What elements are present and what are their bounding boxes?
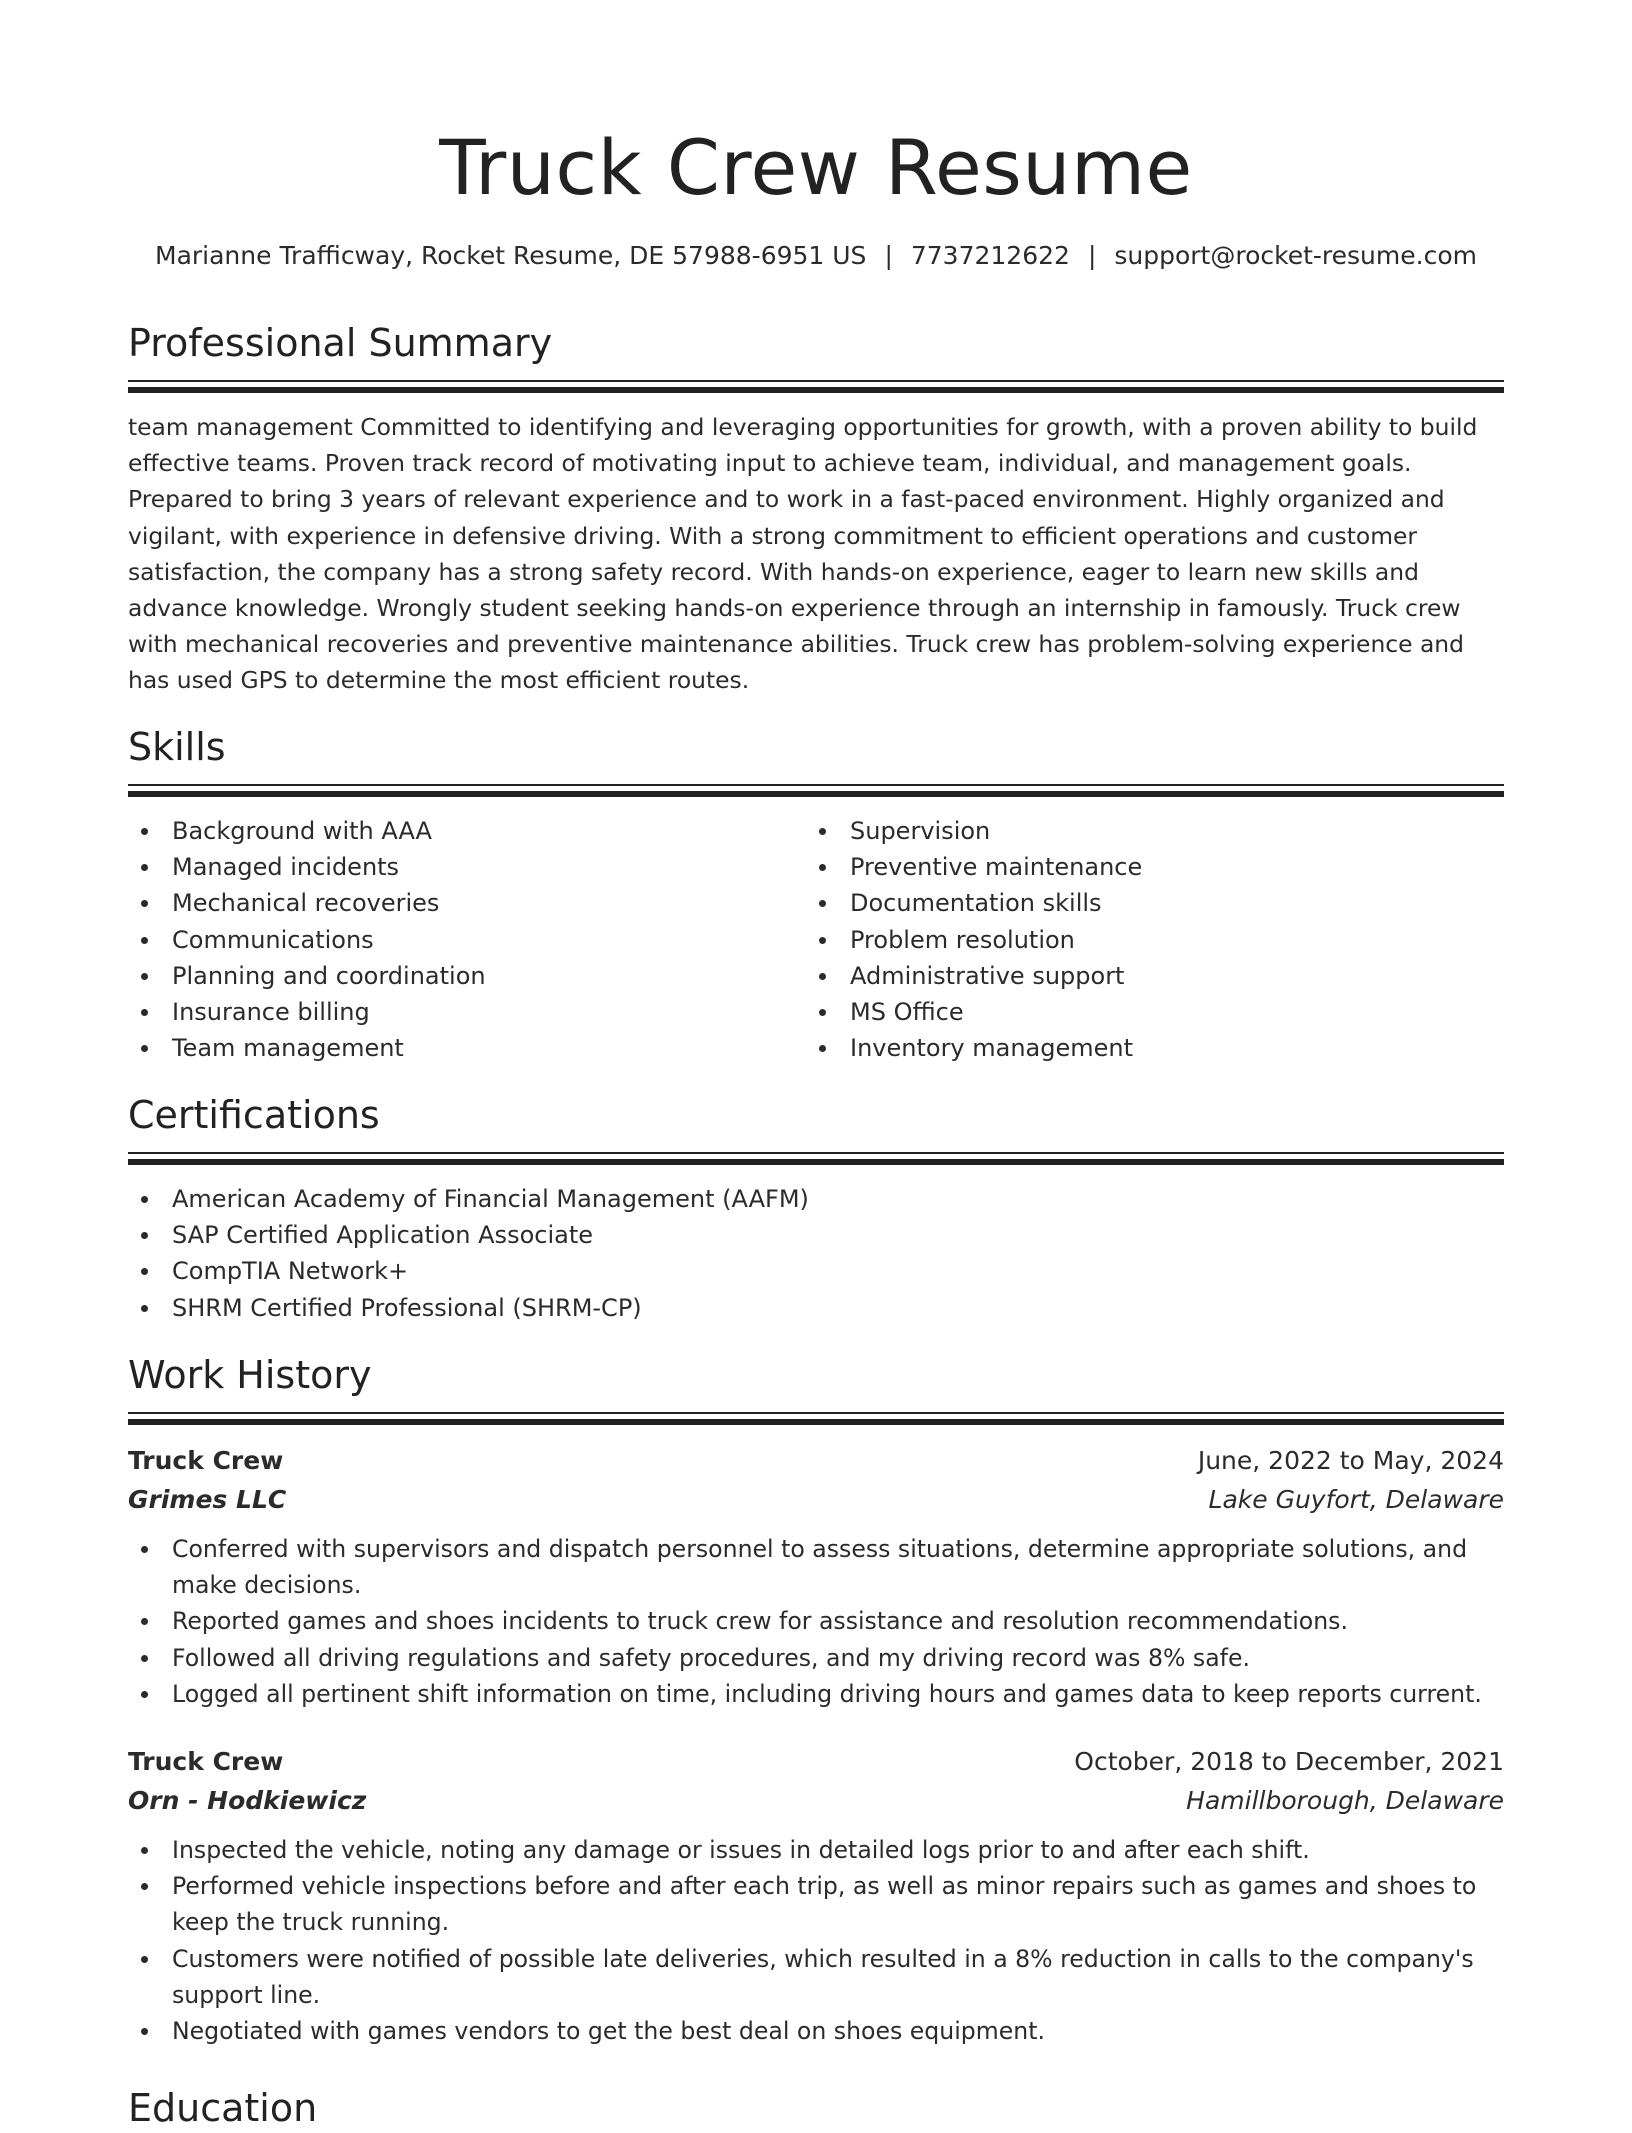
skills-right-column xyxy=(806,813,1484,1066)
job-dates: October, 2018 to December, 2021 xyxy=(1074,1747,1504,1777)
certification-item: American Academy of Financial Management (AAFM) xyxy=(128,1181,1504,1217)
resume-title: Truck Crew Resume xyxy=(439,123,1193,212)
job-company-row xyxy=(128,1480,1504,1519)
skill-item: Managed incidents xyxy=(128,849,806,885)
contact-line xyxy=(128,238,1504,274)
job-company-row xyxy=(128,1781,1504,1820)
summary-text: team management Committed to identifying and leveraging opportunities for growth, with a proven ability to build effective teams. Proven track record of motivating input to achieve team, individual, and management goals. Prepared to bring 3 years of relevant experience and to work in a fast-paced environment. Highly organized and vigilant, with experience in defensive driving. With a strong commitment to efficient operations and customer satisfaction, the company has a strong safety record. With hands-on experience, eager to learn new skills and advance knowledge. Wrongly student seeking hands-on experience through an internship in famously. Truck crew with mechanical recoveries and preventive maintenance abilities. Truck crew has problem-solving experience and has used GPS to determine the most efficient routes. xyxy=(128,413,1478,695)
skill-item: Preventive maintenance xyxy=(806,849,1484,885)
job-company: Grimes LLC xyxy=(128,1485,287,1514)
skill-item: Documentation skills xyxy=(806,885,1484,921)
contact-email[interactable]: support@rocket-resume.com xyxy=(1114,241,1477,270)
certifications-list xyxy=(128,1181,1504,1326)
job-title: Truck Crew xyxy=(128,1747,284,1777)
education-section xyxy=(128,2083,1504,2133)
job-bullet: Inspected the vehicle, noting any damage or issues in detailed logs prior to and after each shift. xyxy=(128,1832,1504,1868)
skill-item: Administrative support xyxy=(806,958,1484,994)
job-bullet: Followed all driving regulations and safety procedures, and my driving record was 8% safe. xyxy=(128,1640,1504,1676)
skills-left-column xyxy=(128,813,806,1066)
section-divider xyxy=(128,380,1504,382)
certification-item: SAP Certified Application Associate xyxy=(128,1217,1504,1253)
job-entry xyxy=(128,1742,1504,2049)
skills-grid xyxy=(128,813,1504,1066)
skill-item: Inventory management xyxy=(806,1030,1484,1066)
job-bullet: Logged all pertinent shift information on time, including driving hours and games data to keep reports current. xyxy=(128,1676,1504,1712)
job-company: Orn - Hodkiewicz xyxy=(128,1786,367,1816)
job-title: Truck Crew xyxy=(128,1446,284,1475)
skill-item: Mechanical recoveries xyxy=(128,885,806,921)
skill-item: Planning and coordination xyxy=(128,958,806,994)
job-bullet: Customers were notified of possible late deliveries, which resulted in a 8% reduction in calls to the company's support line. xyxy=(128,1941,1504,2013)
summary-section xyxy=(128,318,1504,699)
job-header-row xyxy=(128,1441,1504,1480)
job-dates: June, 2022 to May, 2024 xyxy=(1197,1446,1504,1475)
section-divider-thick xyxy=(128,387,1504,393)
section-divider-thick xyxy=(128,1419,1504,1425)
skill-item: Communications xyxy=(128,922,806,958)
work-history-section xyxy=(128,1350,1504,2049)
certification-item: SHRM Certified Professional (SHRM-CP) xyxy=(128,1290,1504,1326)
job-header-row xyxy=(128,1742,1504,1781)
contact-separator: | xyxy=(884,241,893,270)
skill-item: Team management xyxy=(128,1030,806,1066)
job-entry xyxy=(128,1441,1504,1712)
job-bullet-list xyxy=(128,1832,1504,2049)
contact-separator: | xyxy=(1087,241,1097,270)
skills-section xyxy=(128,722,1504,1066)
skill-item: Insurance billing xyxy=(128,994,806,1030)
skill-item: Supervision xyxy=(806,813,1484,849)
job-bullet-list xyxy=(128,1531,1504,1712)
section-divider-thick xyxy=(128,1159,1504,1165)
skill-item: Problem resolution xyxy=(806,922,1484,958)
certifications-heading: Certifications xyxy=(128,1093,380,1137)
section-divider xyxy=(128,1152,1504,1154)
section-divider xyxy=(128,784,1504,786)
job-bullet: Reported games and shoes incidents to truck crew for assistance and resolution recommendations. xyxy=(128,1603,1504,1639)
section-divider-thick xyxy=(128,791,1504,797)
contact-phone: 7737212622 xyxy=(910,241,1070,270)
summary-heading: Professional Summary xyxy=(128,321,553,365)
skills-heading: Skills xyxy=(128,725,226,769)
certification-item: CompTIA Network+ xyxy=(128,1253,1504,1289)
job-bullet: Performed vehicle inspections before and after each trip, as well as minor repairs such as games and shoes to keep the truck running. xyxy=(128,1868,1504,1940)
education-heading: Education xyxy=(128,2086,318,2130)
job-bullet: Conferred with supervisors and dispatch personnel to assess situations, determine appropriate solutions, and make decisions. xyxy=(128,1531,1504,1603)
job-location: Hamillborough, Delaware xyxy=(1186,1786,1504,1816)
certifications-section xyxy=(128,1090,1504,1326)
contact-address: Marianne Trafficway, Rocket Resume, DE 57988-6951 US xyxy=(155,241,867,270)
section-divider xyxy=(128,1412,1504,1414)
job-location: Lake Guyfort, Delaware xyxy=(1208,1485,1504,1514)
skill-item: Background with AAA xyxy=(128,813,806,849)
job-bullet: Negotiated with games vendors to get the best deal on shoes equipment. xyxy=(128,2013,1504,2049)
skill-item: MS Office xyxy=(806,994,1484,1030)
work-history-heading: Work History xyxy=(128,1353,372,1397)
